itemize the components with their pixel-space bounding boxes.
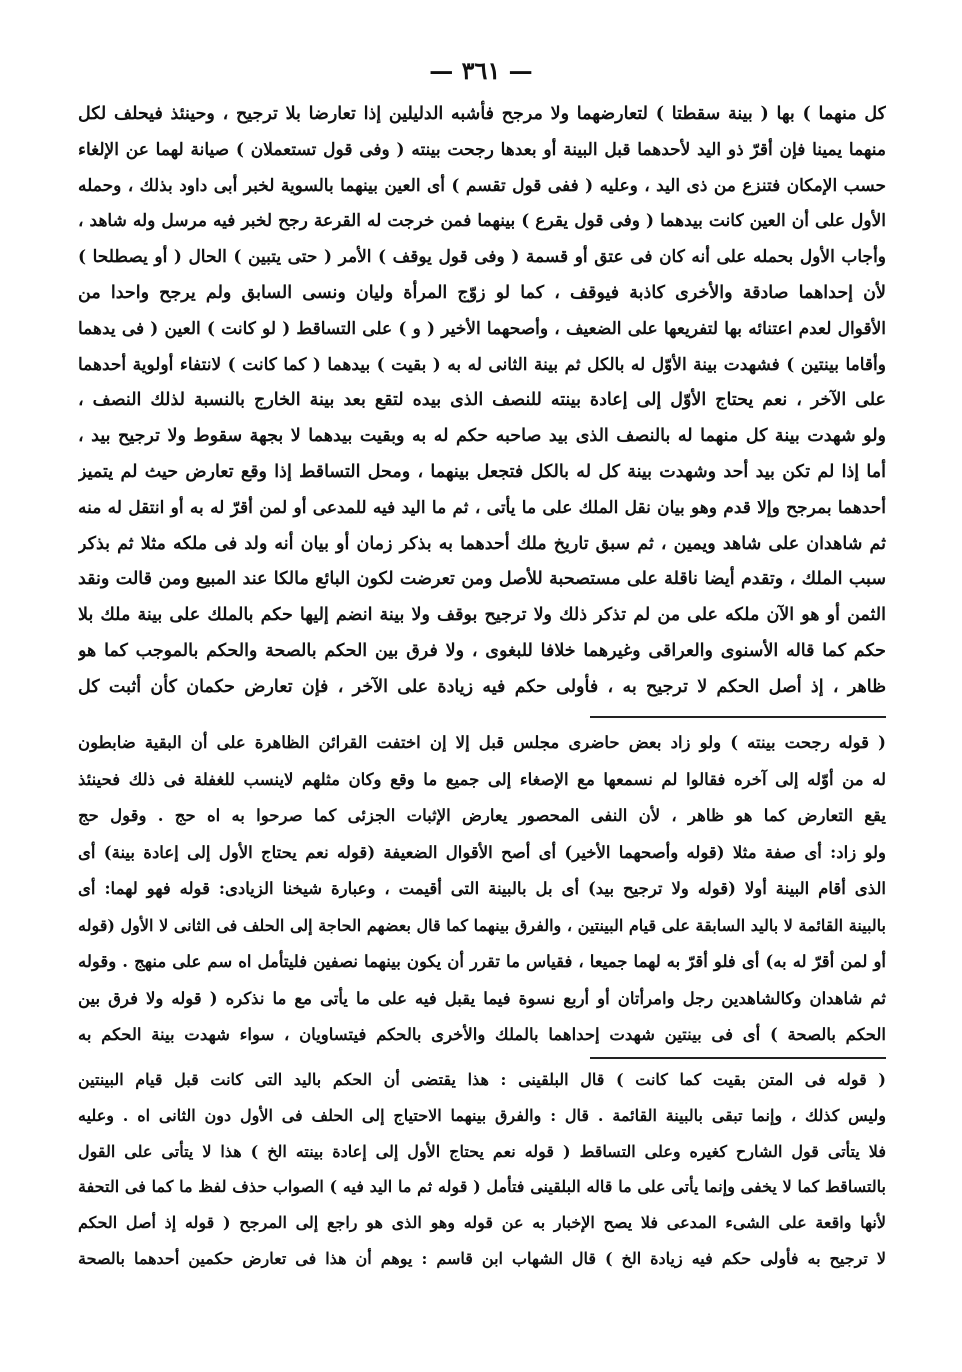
commentary-line: ( قوله رجحت بينته ) ولو زاد بعض حاضرى مجلس قبل إلا إن اختفت القرائن الظاهرة على أن البقية ضابطون bbox=[78, 733, 886, 752]
main-text-line: ثم شاهدان على شاهد ويمين ، ثم سبق تاريخ ملك أحدهما به بذكر زمان أو بيان أنه ولد فى ملكه مثلا ثم بذكر bbox=[78, 533, 886, 554]
commentary-line: الذى أقام البينة أولا (قوله ولا ترجيح بيد) أى بل بالبينة التى أقيمت ، وعبارة شيخنا الزيادى: قوله فهو لهما: أى bbox=[78, 879, 886, 898]
commentary-line: له من أوّله إلى آخره فقالوا لم نسمعها مع الإصغاء إلى جميع ما وقع وكان مثلهم لاينسب للغفلة فى ذلك فحينئذ bbox=[78, 769, 886, 789]
main-text-line: على الآخر ، نعم يحتاج الأوّل إلى إعادة بينته للنصف الذى بيده لتقع بعد بينة الخارج بالنسبة لذلك النصف ، bbox=[78, 390, 886, 411]
main-text-line: أحدهما بمرجح وإلا قدم وهو بيان نقل الملك على ما يأتى ، ثم ما اليد فيه للمدعى أو لمن أقرّ له به أو انتقل له منه bbox=[78, 497, 886, 518]
main-text-line: منهما يمينا فإن أقرّ ذو اليد لأحدهما قبل البينة أو بعدها رجحت بينته ( وفى قول تستعملان ) صيانة لهما عن الإلغاء bbox=[78, 139, 886, 160]
main-text-line: الأقوال لعدم اعتنائه بها لتفريعها على الضعيف ، وأصحهما الأخير ( و ) على التساقط ( لو كانت ) العين ( فى يدهما bbox=[78, 318, 886, 339]
commentary-line: لا ترجيح به فأولى حكم فيه زيادة الخ ) قال الشهاب ابن قاسم : يوهم أن هذا فى تعارض حكمين أحدهما بالصحة bbox=[78, 1248, 886, 1268]
main-text-line: ولو شهدت بينة كل منهما له بالنصف الذى بيد صاحبه حكم له به وبقيت بيدهما لا بجهة سقوط ولا ترجيح بيد ، bbox=[78, 426, 886, 447]
commentary-separator-1 bbox=[590, 716, 886, 718]
main-text-line: حكم كما قاله الأسنوى والعراقى وغيرهما خلافا للبغوى ، ولا فرق بين الحكم بالصحة والحكم بالموجب كما هو bbox=[78, 640, 886, 661]
page-number: — ٣٦١ — bbox=[429, 56, 533, 85]
commentary-block-1 bbox=[78, 725, 886, 1054]
main-text-block bbox=[78, 97, 886, 706]
main-text-line: سبب الملك ، وتقدم أيضا ناقلة على مستصحبة للأصل ومن تعرضت لكون البائع مالكا عند المبيع ومن قالت ونقد bbox=[78, 569, 886, 590]
main-text-line: أما إذا لم تكن بيد أحد وشهدت بينة كل له بالكل فتجعل بينهما ، ومحل التساقط إذا وقع تعارض حيث لم يتميز bbox=[78, 461, 886, 482]
commentary-line: ثم شاهدان وكالشاهدين رجل وامرأتان أو أربع نسوة فيما يقبل فيه على ما يأتى مع ما نذكره ( قوله ولا فرق بين bbox=[78, 988, 886, 1008]
commentary-line: وليس كذلك ، وإنما تبقى بالبينة القائمة . قال : والفرق بينهما الاحتياج إلى الحلف فى الأول دون الثانى اه . وعليه bbox=[78, 1105, 886, 1125]
main-text-line: كل منهما ) بها ( بينة سقطتا ) لتعارضهما ولا مرجح فأشبه الدليلين إذا تعارضا بلا ترجيح ، وحينئذ فيحلف لكل bbox=[78, 104, 886, 124]
commentary-line: بالبينة القائمة لا باليد السابقة على قيام البينتين ، والفرق بينهما كما قال بعضهم الحاجة إلى الحلف فى الثانى لا الأول (قوله bbox=[78, 915, 886, 935]
main-text-line: ظاهر ، إذ أصل الحكم لا ترجيح به ، فأولى حكم فيه زيادة على الآخر ، فإن تعارض حكمان كأن أثبت كل bbox=[78, 676, 886, 697]
main-text-line: وأجاب الأول بحمله على أنه كان فى عتق أو قسمة ( وفى قول يوقف ) الأمر ( حتى يتبين ) الحال ( أو يصطلحا ) bbox=[78, 247, 886, 268]
commentary-line: الحكم بالصحة ) أى فى بينتين شهدت إحداهما بالملك والأخرى بالحكم فيتساويان ، سواء شهدت بينة الحكم به bbox=[78, 1025, 886, 1044]
commentary-line: يقع التعارض كما هو ظاهر ، لأن النفى المحصور يعارض الإثبات الجزئى كما صرحوا به اه حج . وقول حج bbox=[78, 806, 886, 825]
main-text-line: لأن إحداهما صادقة والأخرى كاذبة فيوقف ، كما لو زوّج المرأة وليان ونسى السابق ولم يرجح واحدا من bbox=[78, 282, 886, 303]
commentary-line: فلا يتأتى قول الشارح كغيره وعلى التساقط ( قوله نعم يحتاج الأول إلى إعادة بينته الخ ) هذا لا يتأتى على القول bbox=[78, 1141, 886, 1161]
commentary-line: أو لمن أقرّ له به) أى فلو أقرّ به لهما جميعا ، فقياس ما تقرر أن يكون بينهما نصفين فليتأمل اه سم على منهج . وقوله bbox=[78, 952, 886, 971]
commentary-line: بالتساقط كما لا يخفى وإنما يأتى على ما قاله البلقينى فتأمل ( قوله ثم ما اليد فيه ) الصواب حذف لفظ ما كما فى التحفة bbox=[78, 1177, 886, 1197]
commentary-block-2 bbox=[78, 1062, 886, 1277]
main-text-line: الأول على أن العين كانت بيدهما ( وفى قول يقرع ) بينهما فمن خرجت له القرعة رجح لخبر فيه مرسل وله شاهد ، bbox=[78, 211, 886, 232]
commentary-line: ولو زاد: أى صفة مثلا (قوله وأصحهما الأخير) أى أصح الأقوال الضعيفة (قوله نعم يحتاج الأول إلى إعادة بينة) أى bbox=[78, 842, 886, 862]
commentary-separator-2 bbox=[590, 1057, 886, 1059]
commentary-line: ( قوله فى المتن بقيت كما كانت ) قال البلقينى : هذا يقتضى أن الحكم باليد التى كانت قبل قيام البينتين bbox=[78, 1070, 886, 1089]
commentary-line: لأنها واقعة على الشىء المدعى فلا يصح الإخبار به عن قوله وهو الذى هو راجع إلى المرجح ( قوله إذ أصل الحكم bbox=[78, 1213, 886, 1233]
main-text-line: الثمن أو هو الآن ملكه على من لم تذكر ذلك ولا ترجيح بوقف ولا بينة انضم إليها حكم بالملك على بينة ملك بلا bbox=[78, 605, 886, 626]
main-text-line: وأقاما بينتين ) فشهدت بينة الأوّل له بالكل ثم بينة الثانى له به ( بقيت ) بيدهما ( كما كانت ) لانتفاء أولوية أحدهما bbox=[78, 354, 886, 375]
main-text-line: حسب الإمكان فتنزع من ذى اليد ، وعليه ( ففى قول تقسم ) أى العين بينهما بالسوية لخبر أبى داود بذلك ، وحمله bbox=[78, 175, 886, 196]
